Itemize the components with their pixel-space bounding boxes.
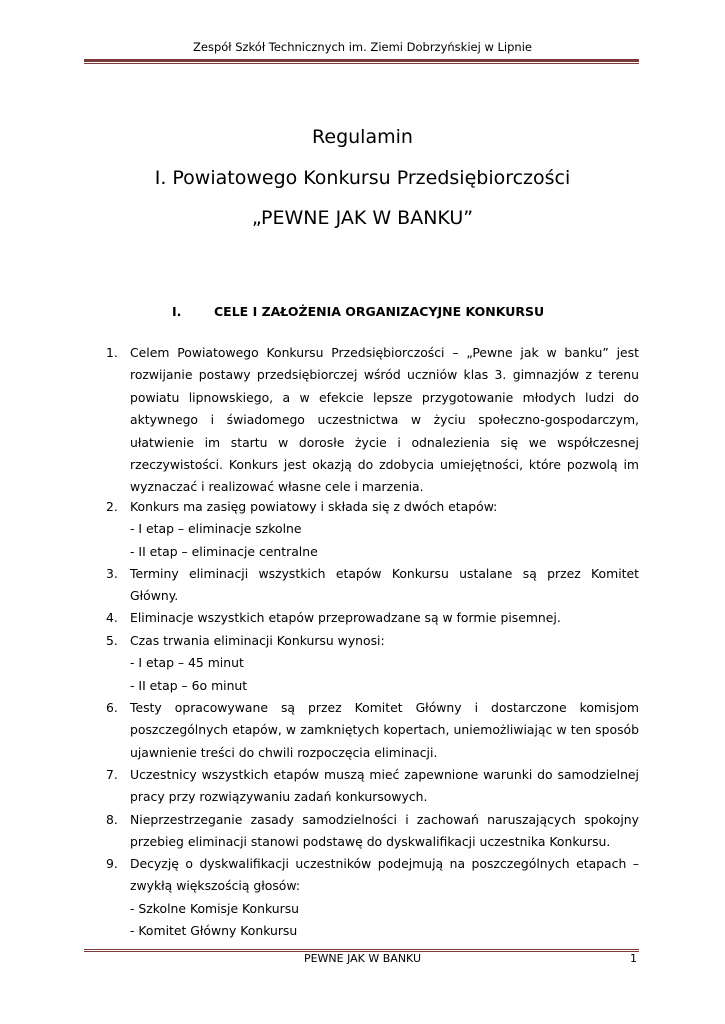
list-item-body [130,342,639,499]
list-item-body [130,809,639,854]
list-item-number: 3. [106,566,118,581]
list-item-line: Eliminacje wszystkich etapów przeprowadzane są w formie pisemnej. [130,610,561,625]
list-item-body [130,630,639,697]
list-item-number: 2. [106,499,118,514]
footer-rule [84,949,639,950]
title-contest-name: I. Powiatowego Konkursu Przedsiębiorczości [154,167,571,189]
list-subitem: - II etap – 6o minut [130,677,248,693]
list-subitem: - II etap – eliminacje centralne [130,543,318,559]
page-number: 1 [630,952,637,965]
list-item-line: Testy opracowywane są przez Komitet Główny i dostarczone komisjom [130,700,639,715]
list-item-body [130,563,639,608]
list-subitem: - I etap – 45 minut [130,655,244,671]
list-item-number: 6. [106,700,118,715]
section-label: CELE I ZAŁOŻENIA ORGANIZACYJNE KONKURSU [214,304,545,319]
list-item-line: pracy przy rozwiązywaniu zadań konkursowych. [130,789,428,805]
list-item [106,342,639,499]
list-item-line: powiatu lipnowskiego, a w efekcie lepsze przygotowanie młodych ludzi do [130,389,639,405]
list-item-number: 7. [106,767,118,782]
list-item-line: poszczególnych etapów, w zamkniętych kopertach, uniemożliwiając w ten sposób [130,722,639,738]
list-item-line: aktywnego i świadomego uczestnictwa w życiu społeczno-gospodarczym, [130,412,639,428]
list-item-line: rozwijanie postawy przedsiębiorczej wśród uczniów klas 3. gimnazjów z terenu [130,367,639,383]
list-item-line: Czas trwania eliminacji Konkursu wynosi: [130,633,385,648]
list-subitem: - I etap – eliminacje szkolne [130,521,302,537]
list-item-line: Konkurs ma zasięg powiatowy i składa się z dwóch etapów: [130,499,498,514]
header-rule-thin [84,63,639,64]
list-item-number: 4. [106,610,118,625]
list-item-line: przebieg eliminacji stanowi podstawę do dyskwalifikacji uczestnika Konkursu. [130,834,611,850]
list-item [106,809,639,854]
section-number: I. [172,304,182,319]
list-item [106,764,639,809]
list-item-body [130,764,639,809]
list-item-line: Nieprzestrzeganie zasady samodzielności i zachowań naruszających spokojny [130,812,639,827]
list-item-line: Decyzję o dyskwalifikacji uczestników podejmują na poszczególnych etapach – [130,856,639,871]
list-item [106,496,639,563]
list-subitem: - Komitet Główny Konkursu [130,923,298,939]
list-item-number: 1. [106,345,118,360]
list-item-body [130,697,639,764]
list-item [106,630,639,697]
list-item-line: Celem Powiatowego Konkursu Przedsiębiorczości – „Pewne jak w banku” jest [130,345,639,360]
footer-title: PEWNE JAK W BANKU [303,952,422,965]
list-item-line: Główny. [130,588,179,604]
title-regulamin: Regulamin [312,126,413,148]
title-motto: „PEWNE JAK W BANKU” [251,207,474,229]
list-item-number: 8. [106,812,118,827]
list-item-line: rzeczywistości. Konkurs jest okazją do zdobycia umiejętności, które pozwolą im [130,457,639,473]
list-item-body [130,496,639,563]
list-subitem: - Szkolne Komisje Konkursu [130,900,300,916]
list-item [106,853,639,943]
list-item-number: 9. [106,856,118,871]
list-item [106,607,639,629]
list-item [106,697,639,764]
list-item-line: wyznaczać i realizować własne cele i marzenia. [130,479,424,495]
header-rule [84,59,639,62]
list-item-line: Uczestnicy wszystkich etapów muszą mieć zapewnione warunki do samodzielnej [130,767,639,782]
list-item-body [130,853,639,943]
list-item-line: ujawnienie treści do chwili rozpoczęcia eliminacji. [130,744,438,760]
list-item-line: Terminy eliminacji wszystkich etapów Konkursu ustalane są przez Komitet [130,566,639,581]
list-item-line: ułatwienie im startu w dorosłe życie i odnalezienia się we współczesnej [130,434,639,450]
list-item-number: 5. [106,633,118,648]
list-item [106,563,639,608]
header-school-name: Zespół Szkół Technicznych im. Ziemi Dobrzyńskiej w Lipnie [193,40,532,54]
list-item-body [130,607,639,629]
list-item-line: zwykłą większością głosów: [130,878,300,894]
